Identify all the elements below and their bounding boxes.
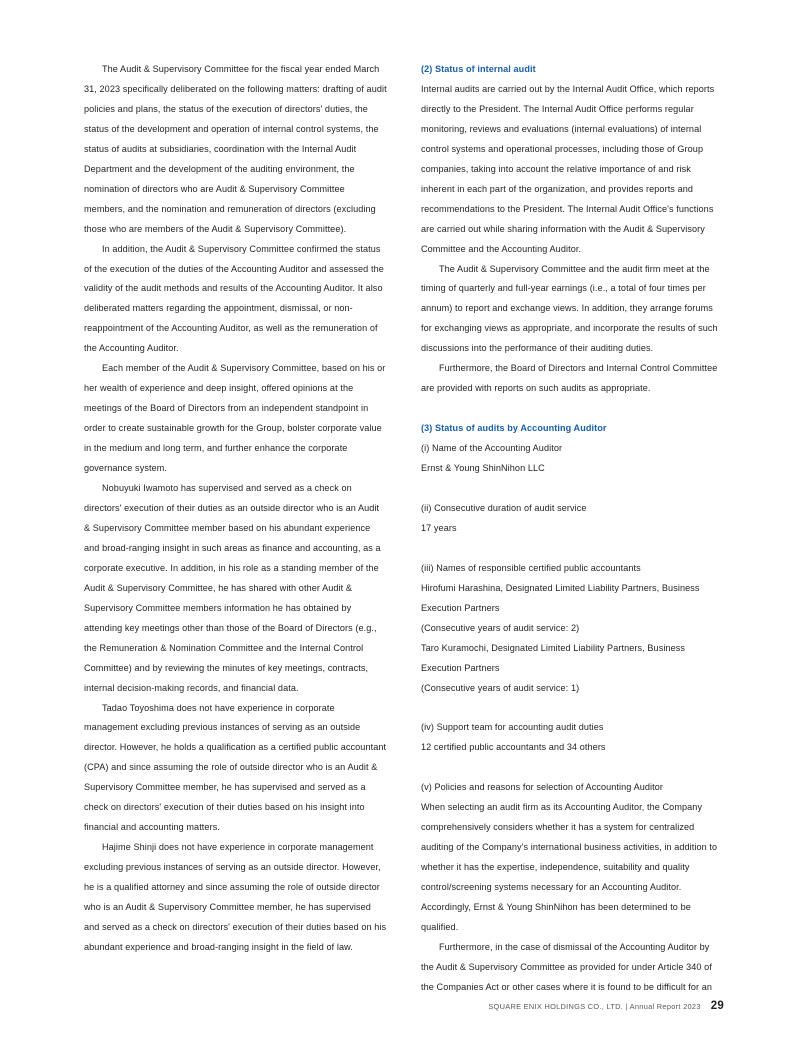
paragraph: Each member of the Audit & Supervisory Committee, based on his or her wealth of experience and deep insight, offered opinions at the meetings of the Board of Directors from an independent standpoint in order to create sustainable growth for the Group, bolster corporate value in the medium and long term, and further enhance the corporate governance system.	[84, 363, 386, 474]
spacer	[421, 539, 724, 559]
paragraph: Tadao Toyoshima does not have experience in corporate management excluding previous instances of serving as an outside director. However, he holds a qualification as a certified public accountant (CPA) and since assuming the role of outside director who is an Audit & Supervisory Committee member, he has supervised and served as a check on directors' execution of their duties based on his insight into financial and accounting matters.	[84, 702, 387, 833]
item-line: Taro Kuramochi, Designated Limited Liability Partners, Business Execution Partners	[421, 642, 686, 673]
spacer	[421, 698, 724, 718]
section-heading-accounting-auditor: (3) Status of audits by Accounting Auditor	[421, 423, 607, 434]
paragraph: Internal audits are carried out by the Internal Audit Office, which reports directly to the President. The Internal Audit Office performs regular monitoring, reviews and evaluations (internal evaluations) of internal control systems and operational processes, including those of Group companies, taking into account the relative importance of and risk inherent in each part of the organization, and provides reports and recommendations to the President. The Internal Audit Office's functions are carried out while sharing information with the Audit & Supervisory Committee and the Accounting Auditor.	[421, 83, 715, 254]
item-label: (v) Policies and reasons for selection of Accounting Auditor	[421, 782, 664, 793]
item-line: Hirofumi Harashina, Designated Limited Liability Partners, Business Execution Partners	[421, 582, 700, 613]
paragraph: The Audit & Supervisory Committee and the audit firm meet at the timing of quarterly and full-year earnings (i.e., a total of four times per annum) to report and exchange views. In addition, they arrange forums for exchanging views as appropriate, and incorporate the results of such discussions into the performance of their auditing duties.	[421, 263, 718, 354]
two-column-layout	[84, 60, 724, 998]
item-line: When selecting an audit firm as its Accounting Auditor, the Company comprehensively considers whether it has a system for centralized auditing of the Company's international business activities, in addition to whether it has the expertise, independence, suitability and quality control/screening systems necessary for an Accounting Auditor. Accordingly, Ernst & Young ShinNihon has been determined to be qualified.	[421, 802, 718, 932]
spacer	[421, 479, 724, 499]
item-label: (iv) Support team for accounting audit duties	[421, 722, 604, 733]
paragraph: In addition, the Audit & Supervisory Committee confirmed the status of the execution of the duties of the Accounting Auditor and assessed the validity of the audit methods and results of the Accounting Auditor. It also deliberated matters regarding the appointment, dismissal, or non-reappointment of the Accounting Auditor, as well as the remuneration of the Accounting Auditor.	[84, 243, 384, 354]
right-column	[421, 60, 724, 998]
item-line: (Consecutive years of audit service: 1)	[421, 682, 580, 693]
paragraph: Nobuyuki Iwamoto has supervised and served as a check on directors' execution of their duties as an outside director who is an Audit & Supervisory Committee member based on his abundant experience and broad-ranging insight in such areas as finance and accounting, as a corporate executive. In addition, in his role as a standing member of the Audit & Supervisory Committee, he has shared with other Audit & Supervisory Committee members information he has obtained by attending key meetings other than those of the Board of Directors (e.g., the Remuneration & Nomination Committee and the Internal Control Committee) and by reviewing the minutes of key meetings, contracts, internal decision-making records, and financial data.	[84, 483, 381, 693]
page-footer	[84, 1000, 724, 1012]
item-line: 17 years	[421, 522, 457, 533]
spacer	[421, 399, 724, 419]
left-column	[84, 60, 387, 998]
paragraph: Hajime Shinji does not have experience in corporate management excluding previous instances of serving as an outside director. However, he is a qualified attorney and since assuming the role of outside director who is an Audit & Supervisory Committee member, he has supervised and served as a check on directors' execution of their duties based on his abundant experience and broad-ranging insight in the field of law.	[84, 842, 387, 952]
item-line: 12 certified public accountants and 34 others	[421, 742, 606, 753]
spacer	[421, 758, 724, 778]
item-label: (iii) Names of responsible certified public accountants	[421, 562, 641, 573]
item-line: Ernst & Young ShinNihon LLC	[421, 463, 545, 474]
item-label: (i) Name of the Accounting Auditor	[421, 443, 563, 454]
footer-company-line: SQUARE ENIX HOLDINGS CO., LTD. | Annual Report 2023	[488, 1002, 701, 1011]
item-line: (Consecutive years of audit service: 2)	[421, 622, 580, 633]
paragraph: Furthermore, the Board of Directors and Internal Control Committee are provided with reports on such audits as appropriate.	[421, 363, 718, 394]
paragraph: The Audit & Supervisory Committee for the fiscal year ended March 31, 2023 specifically deliberated on the following matters: drafting of audit policies and plans, the status of the execution of directors' duties, the status of the development and operation of internal control systems, the status of audits at subsidiaries, coordination with the Internal Audit Department and the development of the auditing environment, the nomination of directors who are Audit & Supervisory Committee members, and the nomination and remuneration of directors (excluding those who are members of the Audit & Supervisory Committee).	[84, 64, 387, 234]
item-label: (ii) Consecutive duration of audit service	[421, 502, 587, 513]
paragraph: Furthermore, in the case of dismissal of the Accounting Auditor by the Audit & Supervisory Committee as provided for under Article 340 of the Companies Act or other cases where it is found to be difficult for an	[421, 941, 713, 992]
footer-page-number: 29	[710, 1000, 724, 1012]
section-heading-internal-audit: (2) Status of internal audit	[421, 64, 536, 74]
